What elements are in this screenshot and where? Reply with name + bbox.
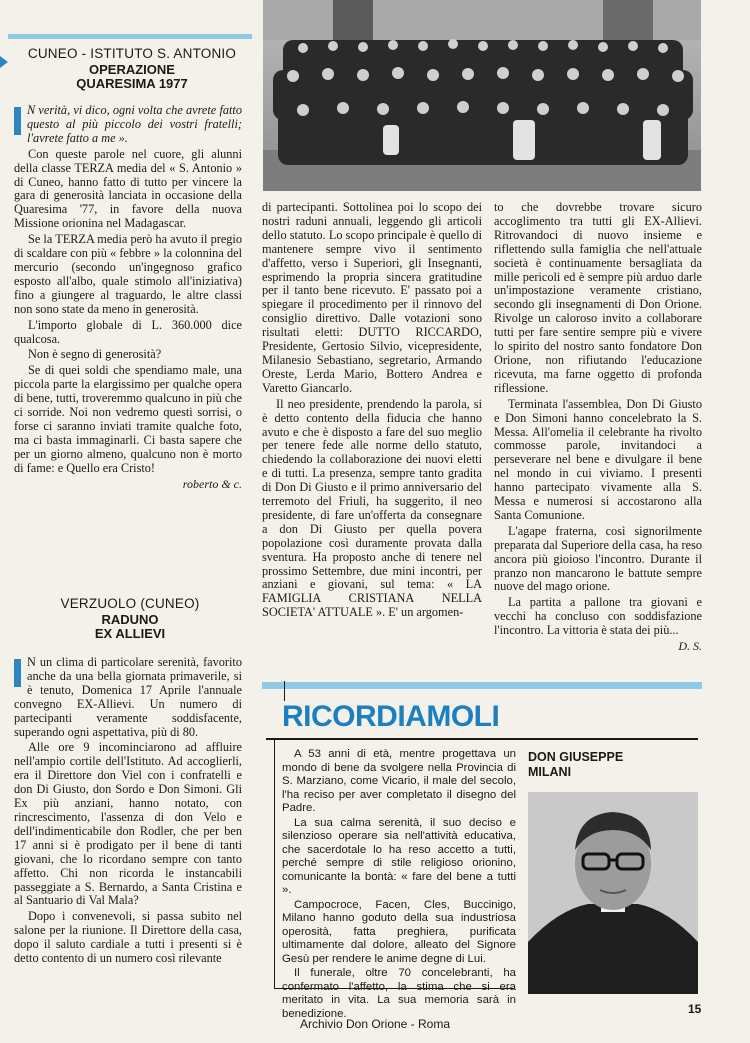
article2-paragraph: N un clima di particolare serenità, favorito anche da una bella giornata primaverile, si è tenuto, Domenica 17 Aprile l'annuale convegno EX-Allievi. Un numero di partecipanti veramente soddisfacente, superando ogni aspettativa, più di 80. bbox=[14, 655, 242, 739]
obituary-name-line2: MILANI bbox=[528, 765, 572, 779]
article2-paragraph: Alle ore 9 incominciarono ad affluire nell'ampio cortile dell'Istituto. Ad accoglierli, era il Direttore don Viel con i confratelli e don Di Giusto, don Sordo e Don Simoni. Gli Ex più anziani, hanno notato, con rincrescimento, l'assenza di don Velo e dell'indimenticabile don Rodler, che per ben 17 anni si è prodigato per il bene di tanti giovani, che lo ricordano sempre con tanto affetto. Chi non ricorda le instancabili passeggiate a S. Bernardo, a Santa Cristina e al Santuario di Val Mala? bbox=[14, 740, 242, 908]
header-rule bbox=[8, 34, 252, 39]
obituary-paragraph: A 53 anni di età, mentre progettava un mondo di bene da svolgere nella Provincia di S. Marziano, come Vicario, il male del secolo, l'ha reciso per aver completato il disegno del Padre. bbox=[282, 748, 516, 814]
article1-kicker: CUNEO - ISTITUTO S. ANTONIO bbox=[27, 46, 237, 61]
archive-footer: Archivio Don Orione - Roma bbox=[299, 1017, 451, 1031]
obituary-paragraph: Campocroce, Facen, Cles, Buccinigo, Milano hanno goduto della sua industriosa operosità, fatta preghiera, purificata ultimamente dal dolore, alleato del Signore Gesù per rendere le anime degne di Lui. bbox=[282, 898, 516, 965]
article1-paragraph: Non è segno di generosità? bbox=[28, 347, 162, 362]
article2-kicker: VERZUOLO (CUNEO) bbox=[60, 596, 200, 611]
ricordiamoli-left-line bbox=[274, 740, 275, 988]
article1-paragraph: L'importo globale di L. 360.000 dice qualcosa. bbox=[14, 317, 242, 346]
ricordiamoli-title: RICORDIAMOLI bbox=[282, 700, 500, 733]
ricordiamoli-top-line bbox=[266, 738, 698, 740]
group-photo bbox=[263, 0, 701, 191]
group-photo-image bbox=[263, 0, 701, 191]
ricordiamoli-rule bbox=[262, 682, 702, 689]
article1-title-line1: OPERAZIONE bbox=[89, 62, 175, 77]
article2-title-line2: EX ALLIEVI bbox=[94, 626, 166, 641]
article2-paragraph: L'agape fraterna, così signorilmente preparata dal Superiore della casa, ha reso ancora più gioioso l'incontro. Durante il pranzo non mancarono le battute sempre nuove del mago orione. bbox=[494, 523, 702, 594]
article2-column-1 bbox=[14, 656, 242, 968]
article2-column-3 bbox=[494, 201, 702, 656]
article1-body bbox=[14, 104, 242, 493]
article2-paragraph: to che dovrebbe trovare sicuro accoglimento tra tutti gli EX-Allievi. Ritrovandoci di nuovo insieme e riflettendo sulla famiglia che nell'attuale società è continuamente bersagliata da mille pericoli ed è sempre più arduo darle un'impostazione veramente cristiano, secondo gli insegnamenti di Don Orione. Rivolge un caloroso invito a collaborare tutti per fare sentire sempre più e vivere lo spirito del nostro santo fondatore Don Orione, non rifiutando l'educazione ricevuta, ma farne oggetto di profonda riflessione. bbox=[494, 200, 702, 395]
article2-paragraph: Terminata l'assemblea, Don Di Giusto e Don Simoni hanno concelebrato la S. Messa. All'omelia il celebrante ha rivolto commosse parole, invitandoci a perseverare nel bene e divulgare il bene nel mondo in cui viviamo. I presenti hanno partecipato vivamente alla S. Messa e numerosi si accostarono alla Santa Comunione. bbox=[494, 396, 702, 522]
article2-column-2 bbox=[262, 201, 482, 622]
article2-paragraph: Dopo i convenevoli, si passa subito nel salone per la riunione. Il Direttore della casa, dopo il saluto cardiale a tutti i presenti si è detto contento di un numero così rilevante bbox=[14, 909, 242, 966]
ricordiamoli-marker bbox=[284, 681, 285, 701]
obituary-paragraph: Il funerale, oltre 70 concelebranti, ha confermato l'affetto, la stima che si era meritato in vita. La sua memoria sarà in benedizione. bbox=[282, 967, 516, 1020]
article1-paragraph: Se la TERZA media però ha avuto il pregio di scaldare con più « febbre » la colonnina del mercurio (secondo un'ingegnoso grafico esposto all'albo, quale stimolo all'iniziativa) fino a giungere al traguardo, le altre classi non sono state da meno in generosità. bbox=[14, 232, 242, 316]
page-number: 15 bbox=[688, 1002, 702, 1016]
article1-intro: N verità, vi dico, ogni volta che avrete fatto questo al più piccolo dei vostri fratelli; l'avrete fatto a me ». bbox=[14, 104, 242, 146]
dropcap-bar bbox=[14, 659, 21, 687]
article1-title-line2: QUARESIMA 1977 bbox=[76, 76, 188, 91]
article1-signature: roberto & c. bbox=[182, 476, 242, 491]
obituary-name bbox=[528, 750, 698, 780]
dropcap-bar bbox=[14, 107, 21, 135]
article2-paragraph: di partecipanti. Sottolinea poi lo scopo dei nostri raduni annuali, leggendo gli articoli dello statuto. Lo scopo principale è quello di mantenere sempre vivo il sentimento d'affetto, verso i Superiori, gli Insegnanti, esprimendo la propria sincera gratitudine per il tanto bene ricevuto. E' passato poi a spiegare il procedimento per il rinnovo del consiglio direttivo. Dalle votazioni sono risultati eletti: DUTTO RICCARDO, Presidente, Gertosio Silvio, vicepresidente, Milanesio Sebastiano, segretario, Armando Oreste, Lerda Mario, Bottero Andrea e Varetto Giancarlo. bbox=[262, 200, 482, 395]
article2-paragraph: Il neo presidente, prendendo la parola, si è detto contento della fiducia che hanno avuto e che è disposto a fare del suo meglio per tenere fede alle norme dello statuto, chiedendo la collaborazione dei nuovi eletti e di tutti. La presenza, sempre tanto gradita di Don Di Giusto e il primo anniversario del terremoto del Friuli, ha suggerito, il neo presidente, di fare un'offerta da consegnare a don Di Giusto per quella povera popolazione così duramente provata dalla sventura. Ha proposto anche di tenere nel prossimo Settembre, due mini incontri, per anziani e giovani, sul tema: « LA FAMIGLIA CRISTIANA NELLA SOCIETA' ATTUALE ». E' un argomen- bbox=[262, 396, 482, 620]
pointer-icon bbox=[0, 56, 8, 68]
article2-signature: D. S. bbox=[678, 639, 702, 654]
article1-paragraph: Se di quei soldi che spendiamo male, una piccola parte la elargissimo per qualche opera di bene, tutti, troveremmo qualcuno in più che ci sorride. Noi non vedremo questi sorrisi, o forse ci saranno inviati tramite qualche foto, ma ci basta immaginarli. Ci basta sapere che per un giorno almeno, qualcuno non è morto di fame: e Quello era Cristo! bbox=[14, 363, 242, 475]
obituary-name-line1: DON GIUSEPPE bbox=[528, 750, 624, 764]
article1-paragraph: Con queste parole nel cuore, gli alunni della classe TERZA media del « S. Antonio » di Cuneo, hanno fatto di tutto per vincere la gara di generosità lanciata in occasione della Quaresima '77, in favore della nuova Missione orionina nel Madagascar. bbox=[14, 146, 242, 231]
obituary-paragraph: La sua calma serenità, il suo deciso e silenzioso operare sia nell'attività educativa, che sacerdotale lo ha reso accetto a tutti, perché sempre di stile religioso orionino, comunicante la bontà: « fare del bene a tutti ». bbox=[282, 816, 516, 896]
article2-paragraph: La partita a pallone tra giovani e vecchi ha concluso con soddisfazione l'incontro. La vittoria è stata dei più... bbox=[494, 595, 702, 638]
article2-title-line1: RADUNO bbox=[101, 612, 159, 627]
obituary-text bbox=[282, 748, 516, 1022]
portrait-image bbox=[528, 792, 698, 994]
portrait-photo bbox=[528, 792, 698, 994]
